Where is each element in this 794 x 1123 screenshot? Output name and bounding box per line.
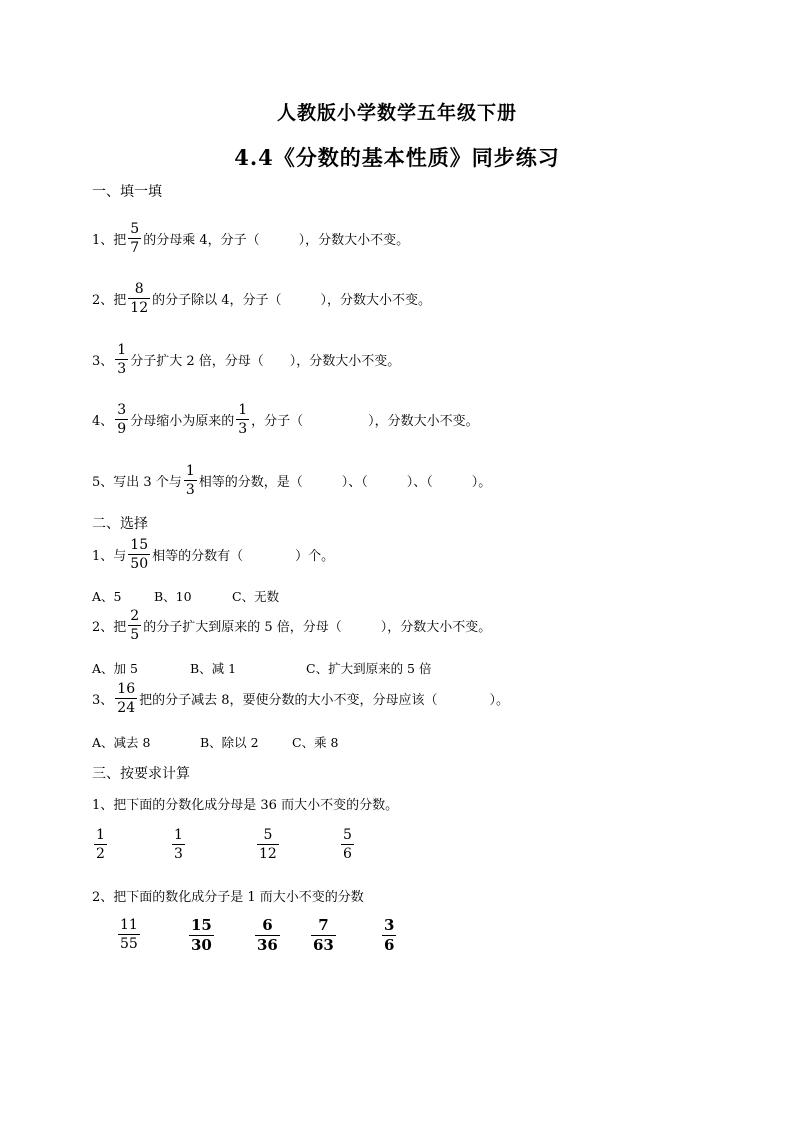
question-text: 4、 [92, 414, 114, 429]
fraction: $\frac{2}{5}$ [130, 608, 140, 643]
fill-question-3 [92, 343, 400, 376]
question-text: 1、把 [92, 233, 127, 248]
fraction: $\frac{8}{12}$ [130, 281, 149, 316]
option-c: C、无数 [232, 589, 280, 604]
option-b: B、减 1 [190, 661, 237, 676]
option-c: C、扩大到原来的 5 倍 [306, 661, 432, 676]
fraction: $\frac{1}{2}$ [96, 827, 105, 862]
calc-question-1: 1、把下面的分数化成分母是 36 而大小不变的分数。 [92, 798, 399, 813]
fraction: $\frac{3}{6}$ [384, 916, 395, 954]
question-text: 3、 [92, 354, 114, 369]
fill-question-1 [92, 222, 409, 255]
question-text: 分母缩小为原来的 [130, 414, 235, 429]
fraction: $\frac{16}{24}$ [117, 681, 136, 716]
question-text: 的分子除以 4，分子（ ），分数大小不变。 [152, 293, 432, 308]
calc-question-2: 2、把下面的数化成分子是 1 而大小不变的分数 [92, 890, 364, 905]
question-text: 1、与 [92, 549, 127, 564]
fraction: $\frac{1}{3}$ [238, 402, 248, 437]
fraction: $\frac{5}{6}$ [343, 827, 352, 862]
fill-question-4 [92, 403, 479, 436]
question-text: 5、写出 3 个与 [92, 475, 182, 490]
fill-question-5 [92, 464, 491, 497]
choice-options-2 [92, 659, 431, 677]
choice-options-3 [92, 733, 339, 751]
page-subtitle: 4.4《分数的基本性质》同步练习 [234, 145, 560, 170]
choice-options-1 [92, 587, 279, 605]
fraction: $\frac{6}{36}$ [257, 916, 278, 954]
question-text: 的分母乘 4，分子（ ），分数大小不变。 [143, 233, 410, 248]
page-title: 人教版小学数学五年级下册 [276, 102, 517, 124]
option-a: A、减去 8 [92, 735, 151, 750]
question-text: ，分子（ ），分数大小不变。 [251, 414, 479, 429]
fraction: $\frac{15}{30}$ [191, 916, 212, 954]
fraction: $\frac{7}{63}$ [313, 916, 334, 954]
section-heading-choice: 二、选择 [92, 516, 148, 532]
fraction: $\frac{11}{55}$ [120, 917, 138, 952]
fraction: $\frac{5}{12}$ [259, 827, 277, 862]
question-text: 相等的分数有（ ）个。 [152, 549, 335, 564]
fraction: $\frac{15}{50}$ [130, 537, 149, 572]
question-text: 的分子扩大到原来的 5 倍，分母（ ），分数大小不变。 [143, 620, 492, 635]
choice-question-2 [92, 609, 491, 642]
fill-question-2 [92, 282, 431, 315]
section-heading-fill: 一、填一填 [92, 184, 162, 200]
question-text: 3、 [92, 693, 114, 708]
section-heading-calc: 三、按要求计算 [92, 766, 190, 782]
option-c: C、乘 8 [292, 735, 339, 750]
option-b: B、除以 2 [200, 735, 259, 750]
option-a: A、加 5 [92, 661, 138, 676]
question-text: 分子扩大 2 倍，分母（ ），分数大小不变。 [130, 354, 401, 369]
question-text: 2、把 [92, 293, 127, 308]
fraction: $\frac{3}{9}$ [117, 402, 127, 437]
fraction: $\frac{5}{7}$ [130, 221, 140, 256]
fraction: $\frac{1}{3}$ [185, 463, 195, 498]
question-text: 2、把 [92, 620, 127, 635]
question-text: 相等的分数，是（ ）、（ ）、（ ）。 [198, 475, 492, 490]
question-text: 把的分子减去 8，要使分数的大小不变，分母应该（ ）。 [139, 693, 510, 708]
choice-question-3 [92, 682, 509, 715]
choice-question-1 [92, 538, 334, 571]
fraction: $\frac{1}{3}$ [117, 342, 127, 377]
option-b: B、10 [154, 589, 192, 604]
fraction: $\frac{1}{3}$ [174, 827, 183, 862]
option-a: A、5 [92, 589, 122, 604]
